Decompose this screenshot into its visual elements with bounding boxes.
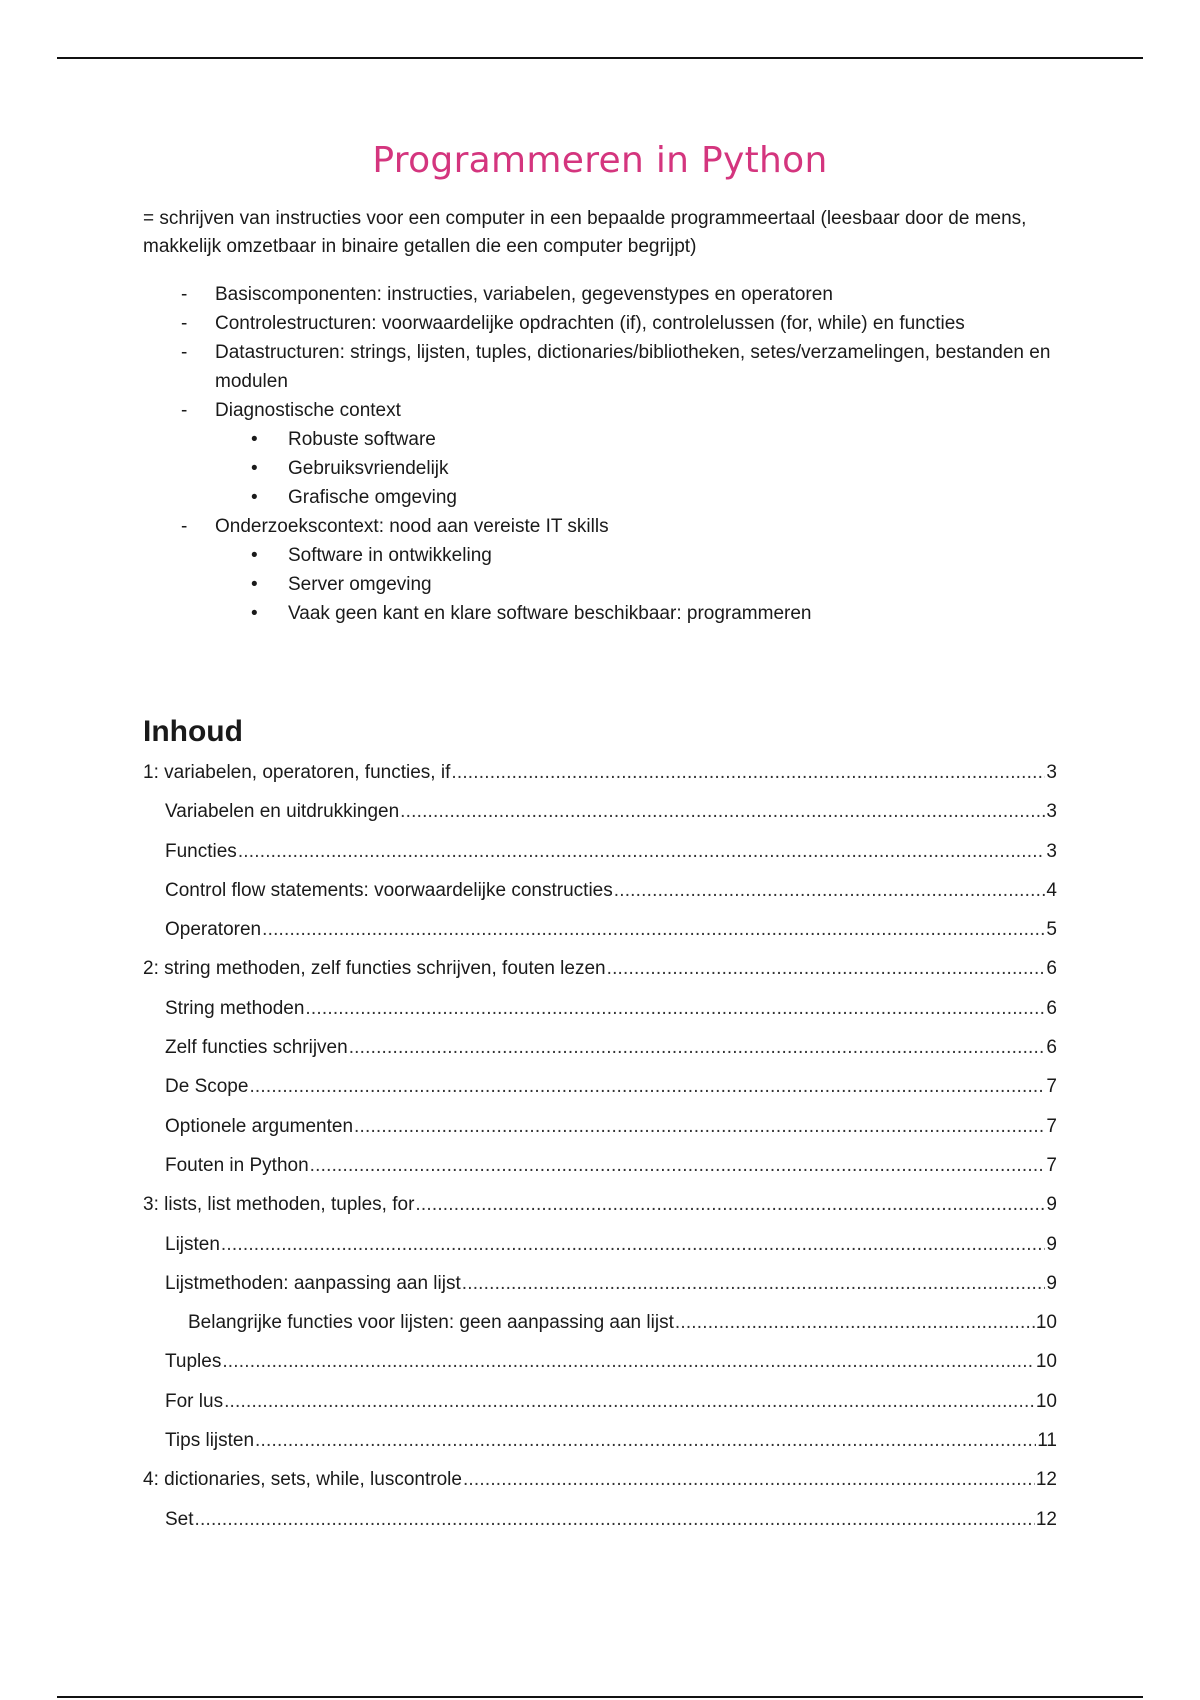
- toc-entry[interactable]: [143, 1076, 1057, 1115]
- toc-entry-title[interactable]: Lijstmethoden: aanpassing aan lijst: [165, 1272, 461, 1294]
- sub-list-item: [143, 599, 1057, 628]
- toc-page-number: 7: [1046, 1154, 1057, 1176]
- toc-dot-leader: [451, 762, 1045, 784]
- toc-page-number: 3: [1046, 840, 1057, 862]
- toc-entry-title[interactable]: For lus: [165, 1390, 224, 1412]
- bullet-icon: •: [251, 574, 258, 595]
- toc-page-number: 3: [1046, 801, 1057, 823]
- toc-page-number: 6: [1046, 958, 1057, 980]
- dash-marker: -: [181, 516, 188, 537]
- toc-entry[interactable]: [143, 801, 1057, 840]
- bullet-list: [143, 280, 1057, 628]
- toc-dot-leader: [607, 958, 1046, 980]
- toc-dot-leader: [415, 1194, 1045, 1216]
- dash-marker: -: [181, 342, 188, 363]
- toc-entry-title[interactable]: Variabelen en uitdrukkingen: [165, 801, 400, 823]
- toc-entry-title[interactable]: Control flow statements: voorwaardelijke constructies: [165, 879, 613, 901]
- toc-dot-leader: [249, 1076, 1045, 1098]
- bullet-icon: •: [251, 603, 258, 624]
- toc-dot-leader: [354, 1116, 1045, 1138]
- toc-entry-title[interactable]: Optionele argumenten: [165, 1115, 354, 1137]
- bullet-icon: •: [251, 545, 258, 566]
- toc-page-number: 10: [1035, 1312, 1057, 1334]
- toc-page-number: 7: [1046, 1076, 1057, 1098]
- toc-dot-leader: [221, 1234, 1046, 1256]
- toc-entry[interactable]: [143, 1273, 1057, 1312]
- toc-page-number: 5: [1046, 919, 1057, 941]
- toc-page-number: 6: [1046, 997, 1057, 1019]
- list-item-text: Onderzoekscontext: nood aan vereiste IT skills: [215, 516, 609, 537]
- list-item: [143, 280, 1057, 309]
- toc-page-number: 9: [1046, 1272, 1057, 1294]
- toc-dot-leader: [400, 801, 1045, 823]
- toc-entry-title[interactable]: 3: lists, list methoden, tuples, for: [143, 1194, 415, 1216]
- toc-entry[interactable]: [143, 1509, 1057, 1548]
- sub-list-item-text: Robuste software: [288, 429, 436, 450]
- footer-rule: [57, 1696, 1143, 1698]
- list-item: [143, 512, 1057, 541]
- toc-page-number: 12: [1035, 1469, 1057, 1491]
- list-item-text: Datastructuren: strings, lijsten, tuples, dictionaries/bibliotheken, setes/verzamelingen, bestanden en modulen: [215, 342, 1051, 392]
- toc-dot-leader: [195, 1509, 1035, 1531]
- toc-page-number: 9: [1046, 1233, 1057, 1255]
- toc-entry[interactable]: [143, 762, 1057, 801]
- bullet-icon: •: [251, 429, 258, 450]
- toc-entry[interactable]: [143, 1430, 1057, 1469]
- list-item: [143, 396, 1057, 425]
- toc-page-number: 6: [1046, 1037, 1057, 1059]
- toc-entry-title[interactable]: 1: variabelen, operatoren, functies, if: [143, 762, 451, 783]
- toc-entry-title[interactable]: Operatoren: [165, 919, 262, 941]
- toc-entry-title[interactable]: Set: [165, 1508, 194, 1530]
- sub-list-item: [143, 425, 1057, 454]
- toc-dot-leader: [614, 880, 1046, 902]
- sub-list-item-text: Gebruiksvriendelijk: [288, 458, 449, 479]
- list-item: [143, 338, 1057, 396]
- list-item-text: Diagnostische context: [215, 400, 401, 421]
- toc-page-number: 10: [1035, 1390, 1057, 1412]
- toc-heading: Inhoud: [143, 715, 243, 748]
- intro-paragraph: = schrijven van instructies voor een computer in een bepaalde programmeertaal (leesbaar door de mens, makkelijk omzetbaar in binaire getallen die een computer begrijpt): [143, 208, 1027, 257]
- toc-dot-leader: [349, 1037, 1046, 1059]
- dash-marker: -: [181, 400, 188, 421]
- toc-page-number: 11: [1037, 1430, 1057, 1452]
- toc-page-number: 10: [1035, 1351, 1057, 1373]
- toc-entry-title[interactable]: Fouten in Python: [165, 1154, 309, 1176]
- toc-dot-leader: [462, 1273, 1046, 1295]
- toc-entry[interactable]: [143, 1116, 1057, 1155]
- sub-list-item-text: Server omgeving: [288, 574, 432, 595]
- toc-page-number: 3: [1046, 762, 1057, 783]
- toc-dot-leader: [238, 841, 1046, 863]
- toc-dot-leader: [224, 1391, 1035, 1413]
- toc-entry-title[interactable]: De Scope: [165, 1076, 249, 1098]
- toc-entry[interactable]: [143, 1351, 1057, 1390]
- toc-entry-title[interactable]: Belangrijke functies voor lijsten: geen aanpassing aan lijst: [188, 1312, 674, 1334]
- list-item-text: Basiscomponenten: instructies, variabelen, gegevenstypes en operatoren: [215, 284, 833, 305]
- sub-list-item: [143, 541, 1057, 570]
- document-title: Programmeren in Python: [372, 140, 828, 181]
- toc-entry[interactable]: [143, 1312, 1057, 1351]
- toc-dot-leader: [222, 1351, 1035, 1373]
- table-of-contents: [143, 762, 1057, 1548]
- list-item-text: Controlestructuren: voorwaardelijke opdrachten (if), controlelussen (for, while) en functies: [215, 313, 965, 334]
- toc-dot-leader: [675, 1312, 1035, 1334]
- toc-entry[interactable]: [143, 1155, 1057, 1194]
- toc-entry[interactable]: [143, 880, 1057, 919]
- bullet-icon: •: [251, 458, 258, 479]
- sub-list-item-text: Software in ontwikkeling: [288, 545, 492, 566]
- sub-list-item-text: Vaak geen kant en klare software beschikbaar: programmeren: [288, 603, 812, 624]
- sub-list-item: [143, 454, 1057, 483]
- toc-entry-title[interactable]: Functies: [165, 840, 237, 862]
- toc-entry[interactable]: [143, 1194, 1057, 1233]
- sub-list-item: [143, 483, 1057, 512]
- toc-entry[interactable]: [143, 1234, 1057, 1273]
- sub-list-item-text: Grafische omgeving: [288, 487, 457, 508]
- toc-entry[interactable]: [143, 1469, 1057, 1508]
- bullet-icon: •: [251, 487, 258, 508]
- toc-entry[interactable]: [143, 998, 1057, 1037]
- header-rule: [57, 57, 1143, 59]
- toc-entry-title[interactable]: String methoden: [165, 997, 305, 1019]
- toc-entry-title[interactable]: 2: string methoden, zelf functies schrijven, fouten lezen: [143, 958, 606, 980]
- toc-entry[interactable]: [143, 919, 1057, 958]
- dash-marker: -: [181, 313, 188, 334]
- toc-entry-title[interactable]: 4: dictionaries, sets, while, luscontrole: [143, 1469, 462, 1491]
- toc-page-number: 12: [1035, 1508, 1057, 1530]
- toc-dot-leader: [262, 919, 1045, 941]
- toc-entry[interactable]: [143, 841, 1057, 880]
- toc-dot-leader: [463, 1469, 1035, 1491]
- toc-page-number: 9: [1046, 1194, 1057, 1216]
- toc-entry-title[interactable]: Lijsten: [165, 1233, 220, 1255]
- toc-entry-title[interactable]: Zelf functies schrijven: [165, 1037, 348, 1059]
- toc-page-number: 7: [1046, 1115, 1057, 1137]
- toc-page-number: 4: [1046, 879, 1057, 901]
- list-item: [143, 309, 1057, 338]
- toc-entry[interactable]: [143, 1391, 1057, 1430]
- toc-entry-title[interactable]: Tuples: [165, 1351, 222, 1373]
- toc-entry-title[interactable]: Tips lijsten: [165, 1430, 255, 1452]
- toc-dot-leader: [305, 998, 1045, 1020]
- toc-dot-leader: [310, 1155, 1046, 1177]
- toc-dot-leader: [255, 1430, 1036, 1452]
- dash-marker: -: [181, 284, 188, 305]
- sub-list-item: [143, 570, 1057, 599]
- toc-entry[interactable]: [143, 958, 1057, 997]
- toc-entry[interactable]: [143, 1037, 1057, 1076]
